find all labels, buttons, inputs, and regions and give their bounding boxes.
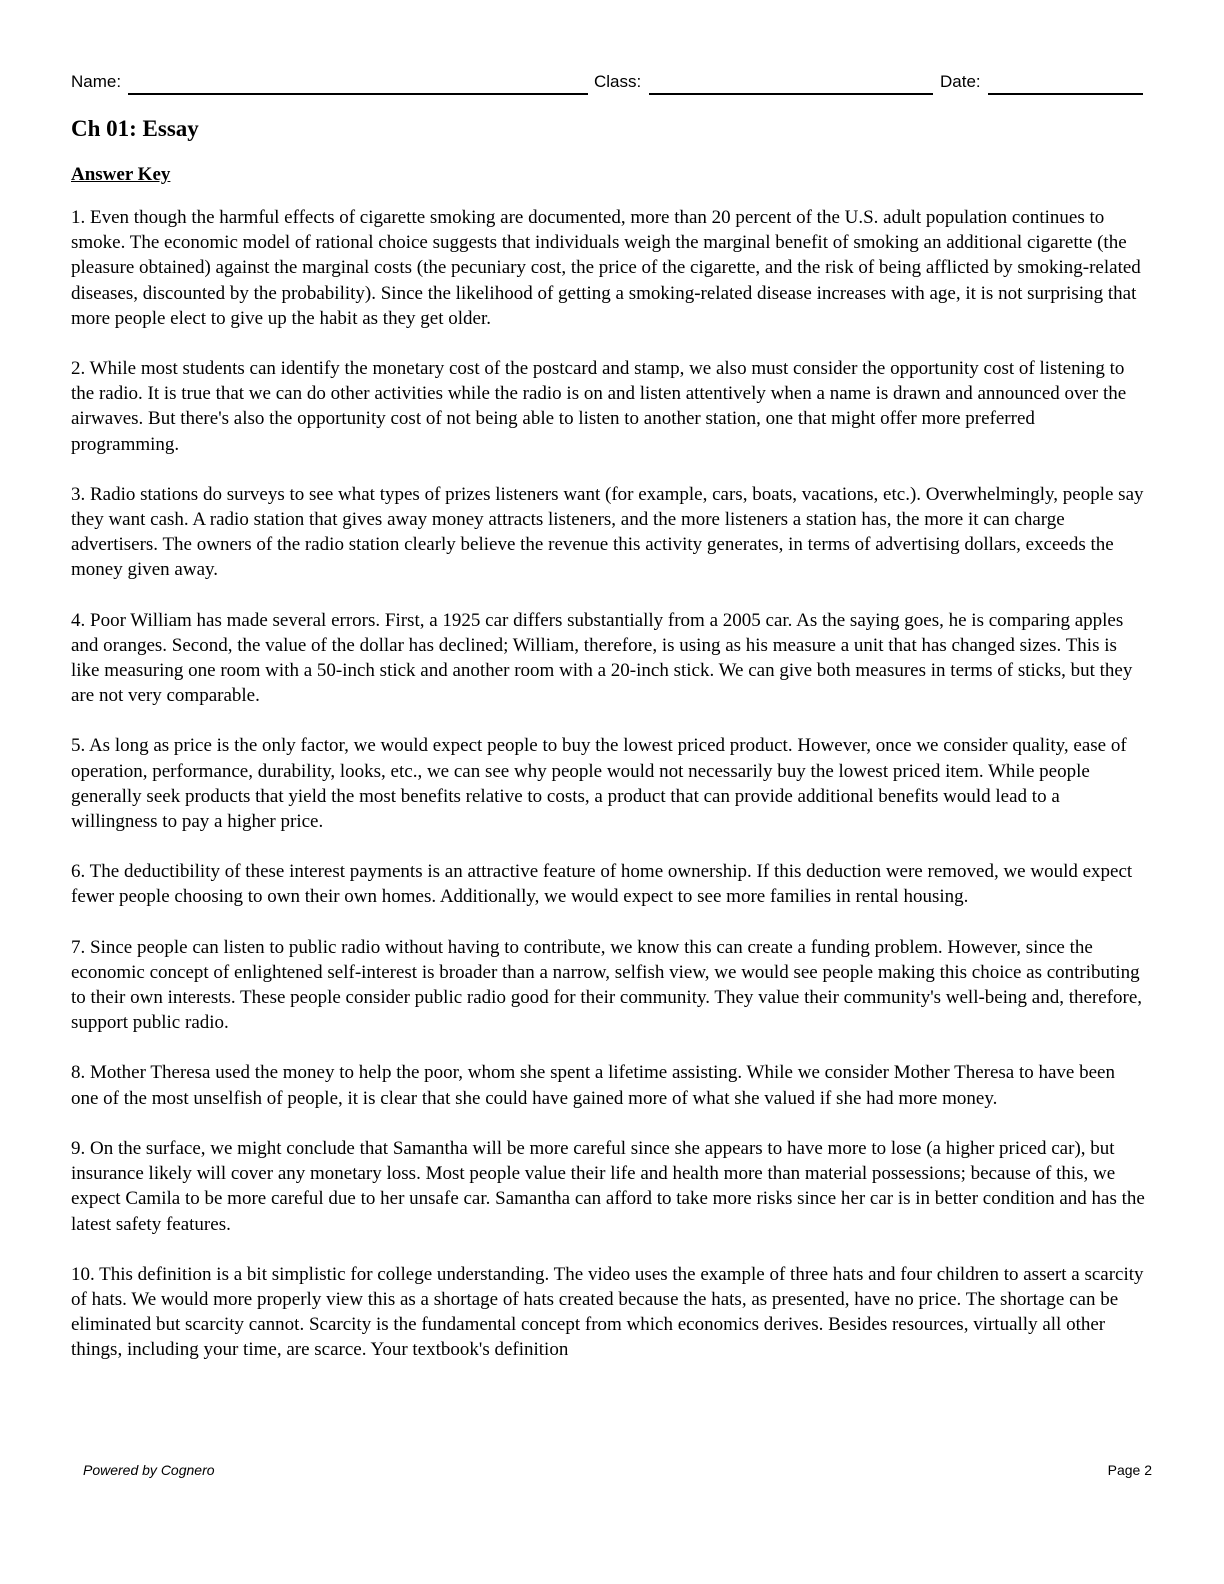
class-blank-line xyxy=(649,93,933,95)
student-info-header xyxy=(71,72,1143,98)
date-label: Date: xyxy=(940,72,981,91)
answer-paragraph: 4. Poor William has made several errors. First, a 1925 car differs substantially from a 2005 car. As the saying goes, he is comparing apples and oranges. Second, the value of the dollar has declined; William, therefore, is using as his measure a unit that has changed sizes. This is like measuring one room with a 50-inch stick and another room with a 20-inch stick. We can give both measures in terms of sticks, but they are not very comparable. xyxy=(71,609,1133,707)
answer-paragraph: 5. As long as price is the only factor, we would expect people to buy the lowest priced product. However, once we consider quality, ease of operation, performance, durability, looks, etc., we can see why people would not necessarily buy the lowest priced item. While people generally seek products that yield the most benefits relative to costs, a product that can provide additional benefits would lead to a willingness to pay a higher price. xyxy=(71,735,1127,833)
answer-paragraph: 10. This definition is a bit simplistic for college understanding. The video uses the example of three hats and four children to assert a scarcity of hats. We would more properly view this as a shortage of hats created because the hats, as presented, have no price. The shortage can be eliminated but scarcity cannot. Scarcity is the fundamental concept from which economics derives. Besides resources, virtually all other things, including your time, are scarce. Your textbook's definition xyxy=(71,1263,1144,1361)
powered-by-footer: Powered by Cognero xyxy=(83,1462,215,1478)
answer-paragraph: 3. Radio stations do surveys to see what types of prizes listeners want (for example, cars, boats, vacations, etc.). Overwhelmingly, people say they want cash. A radio station that gives away money attracts listeners, and the more listeners a station has, the more it can charge advertisers. The owners of the radio station clearly believe the revenue this activity generates, in terms of advertising dollars, exceeds the money given away. xyxy=(71,483,1144,581)
answer-paragraph: 1. Even though the harmful effects of cigarette smoking are documented, more than 20 percent of the U.S. adult population continues to smoke. The economic model of rational choice suggests that individuals weigh the marginal benefit of smoking an additional cigarette (the pleasure obtained) against the marginal costs (the pecuniary cost, the price of the cigarette, and the risk of being afflicted by smoking-related diseases, discounted by the probability). Since the likelihood of getting a smoking-related disease increases with age, it is not surprising that more people elect to give up the habit as they get older. xyxy=(71,207,1141,329)
answer-paragraph: 7. Since people can listen to public radio without having to contribute, we know this can create a funding problem. However, since the economic concept of enlightened self-interest is broader than a narrow, selfish view, we would see people making this choice as contributing to their own interests. These people consider public radio good for their community. They value their community's well-being and, therefore, support public radio. xyxy=(71,936,1143,1034)
name-blank-line xyxy=(128,93,588,95)
answer-list xyxy=(71,205,1145,1388)
class-label: Class: xyxy=(594,72,642,91)
chapter-title: Ch 01: Essay xyxy=(71,116,199,141)
answer-paragraph: 8. Mother Theresa used the money to help the poor, whom she spent a lifetime assisting. While we consider Mother Theresa to have been one of the most unselfish of people, it is clear that she could have gained more of what she valued if she had more money. xyxy=(71,1062,1115,1109)
date-blank-line xyxy=(988,93,1143,95)
name-label: Name: xyxy=(71,72,122,91)
answer-paragraph: 9. On the surface, we might conclude that Samantha will be more careful since she appears to have more to lose (a higher priced car), but insurance likely will cover any monetary loss. Most people value their life and health more than material possessions; because of this, we expect Camila to be more careful due to her unsafe car. Samantha can afford to take more risks since her car is in better condition and has the latest safety features. xyxy=(71,1137,1145,1235)
answer-key-heading: Answer Key xyxy=(71,164,171,185)
answer-paragraph: 6. The deductibility of these interest payments is an attractive feature of home ownership. If this deduction were removed, we would expect fewer people choosing to own their own homes. Additionally, we would expect to see more families in rental housing. xyxy=(71,861,1133,908)
page-number: Page 2 xyxy=(1107,1462,1152,1478)
answer-paragraph: 2. While most students can identify the monetary cost of the postcard and stamp, we also must consider the opportunity cost of listening to the radio. It is true that we can do other activities while the radio is on and listen attentively when a name is drawn and announced over the airwaves. But there's also the opportunity cost of not being able to listen to another station, one that might offer more preferred programming. xyxy=(71,358,1127,455)
